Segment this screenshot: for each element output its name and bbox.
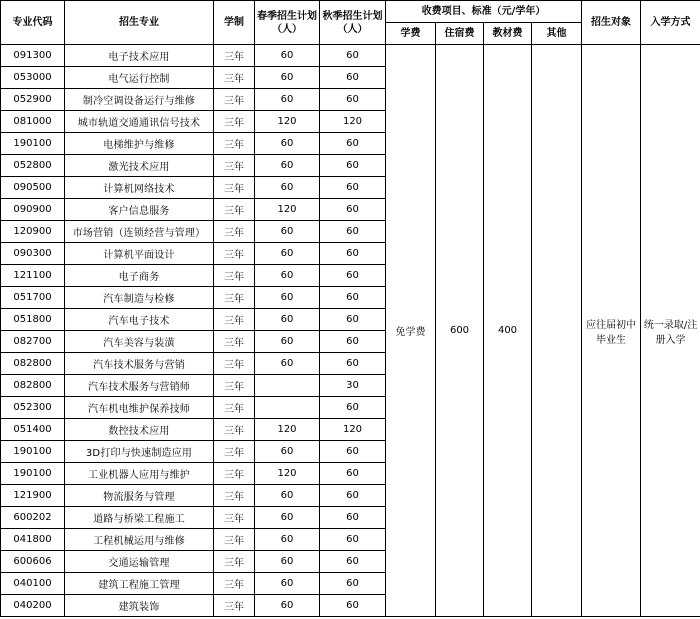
cell-major: 激光技术应用 [65, 155, 214, 177]
cell-autumn: 60 [320, 155, 386, 177]
cell-code: 051400 [1, 419, 65, 441]
cell-major: 城市轨道交通通讯信号技术 [65, 111, 214, 133]
cell-code: 052300 [1, 397, 65, 419]
cell-years: 三年 [214, 111, 255, 133]
cell-code: 041800 [1, 529, 65, 551]
cell-code: 040100 [1, 573, 65, 595]
cell-code: 091300 [1, 45, 65, 67]
cell-years: 三年 [214, 199, 255, 221]
header-lodging: 住宿费 [436, 23, 484, 45]
cell-years: 三年 [214, 287, 255, 309]
cell-major: 计算机平面设计 [65, 243, 214, 265]
cell-code: 040200 [1, 595, 65, 617]
cell-autumn: 60 [320, 309, 386, 331]
cell-major: 市场营销（连锁经营与管理） [65, 221, 214, 243]
cell-autumn: 60 [320, 221, 386, 243]
cell-spring: 60 [255, 507, 320, 529]
cell-spring: 60 [255, 353, 320, 375]
cell-autumn: 60 [320, 595, 386, 617]
cell-admission: 统一录取/注册入学 [641, 45, 700, 617]
cell-major: 交通运输管理 [65, 551, 214, 573]
cell-spring: 60 [255, 573, 320, 595]
cell-books: 400 [484, 45, 532, 617]
cell-years: 三年 [214, 177, 255, 199]
cell-major: 汽车机电维护保养技师 [65, 397, 214, 419]
cell-autumn: 60 [320, 67, 386, 89]
cell-autumn: 60 [320, 89, 386, 111]
cell-autumn: 60 [320, 551, 386, 573]
cell-autumn: 60 [320, 331, 386, 353]
cell-years: 三年 [214, 155, 255, 177]
cell-major: 工业机器人应用与维护 [65, 463, 214, 485]
cell-years: 三年 [214, 529, 255, 551]
cell-autumn: 120 [320, 419, 386, 441]
cell-autumn: 60 [320, 243, 386, 265]
cell-years: 三年 [214, 67, 255, 89]
cell-spring: 60 [255, 485, 320, 507]
header-fees-group: 收费项目、标准（元/学年） [386, 1, 582, 23]
cell-years: 三年 [214, 507, 255, 529]
cell-autumn: 60 [320, 199, 386, 221]
cell-autumn: 60 [320, 485, 386, 507]
cell-code: 082800 [1, 353, 65, 375]
cell-spring: 60 [255, 221, 320, 243]
cell-lodging: 600 [436, 45, 484, 617]
cell-code: 600606 [1, 551, 65, 573]
cell-autumn: 60 [320, 397, 386, 419]
cell-spring: 120 [255, 463, 320, 485]
cell-code: 082800 [1, 375, 65, 397]
cell-code: 190100 [1, 133, 65, 155]
header-target: 招生对象 [582, 1, 641, 45]
cell-spring: 60 [255, 551, 320, 573]
cell-major: 汽车美容与装潢 [65, 331, 214, 353]
cell-years: 三年 [214, 485, 255, 507]
cell-spring: 120 [255, 199, 320, 221]
cell-major: 汽车技术服务与营销 [65, 353, 214, 375]
header-code: 专业代码 [1, 1, 65, 45]
cell-code: 121100 [1, 265, 65, 287]
cell-major: 电子技术应用 [65, 45, 214, 67]
header-major: 招生专业 [65, 1, 214, 45]
cell-spring: 120 [255, 419, 320, 441]
cell-spring: 60 [255, 67, 320, 89]
cell-major: 汽车电子技术 [65, 309, 214, 331]
cell-spring: 60 [255, 265, 320, 287]
cell-spring: 60 [255, 309, 320, 331]
cell-code: 190100 [1, 441, 65, 463]
cell-spring: 60 [255, 529, 320, 551]
header-autumn-plan: 秋季招生计划（人） [320, 1, 386, 45]
cell-years: 三年 [214, 463, 255, 485]
cell-major: 制冷空调设备运行与维修 [65, 89, 214, 111]
cell-years: 三年 [214, 89, 255, 111]
header-tuition: 学费 [386, 23, 436, 45]
cell-major: 工程机械运用与维修 [65, 529, 214, 551]
cell-years: 三年 [214, 331, 255, 353]
cell-spring: 60 [255, 595, 320, 617]
cell-major: 计算机网络技术 [65, 177, 214, 199]
cell-autumn: 30 [320, 375, 386, 397]
cell-code: 052900 [1, 89, 65, 111]
cell-tuition: 免学费 [386, 45, 436, 617]
cell-major: 建筑装饰 [65, 595, 214, 617]
cell-autumn: 60 [320, 353, 386, 375]
cell-spring [255, 375, 320, 397]
cell-spring [255, 397, 320, 419]
cell-code: 090500 [1, 177, 65, 199]
cell-major: 汽车技术服务与营销师 [65, 375, 214, 397]
cell-years: 三年 [214, 353, 255, 375]
cell-major: 物流服务与管理 [65, 485, 214, 507]
cell-major: 3D打印与快速制造应用 [65, 441, 214, 463]
cell-major: 客户信息服务 [65, 199, 214, 221]
cell-major: 电气运行控制 [65, 67, 214, 89]
cell-code: 121900 [1, 485, 65, 507]
cell-autumn: 120 [320, 111, 386, 133]
cell-major: 建筑工程施工管理 [65, 573, 214, 595]
cell-autumn: 60 [320, 573, 386, 595]
cell-code: 190100 [1, 463, 65, 485]
cell-major: 数控技术应用 [65, 419, 214, 441]
cell-code: 052800 [1, 155, 65, 177]
cell-years: 三年 [214, 243, 255, 265]
cell-years: 三年 [214, 573, 255, 595]
header-admission: 入学方式 [641, 1, 700, 45]
cell-years: 三年 [214, 551, 255, 573]
cell-autumn: 60 [320, 529, 386, 551]
cell-spring: 60 [255, 89, 320, 111]
cell-autumn: 60 [320, 265, 386, 287]
cell-code: 600202 [1, 507, 65, 529]
cell-code: 090900 [1, 199, 65, 221]
table-body [1, 45, 700, 617]
cell-code: 081000 [1, 111, 65, 133]
cell-spring: 60 [255, 331, 320, 353]
cell-code: 090300 [1, 243, 65, 265]
cell-spring: 60 [255, 45, 320, 67]
cell-spring: 60 [255, 155, 320, 177]
header-books: 教材费 [484, 23, 532, 45]
cell-code: 082700 [1, 331, 65, 353]
header-spring-plan: 春季招生计划（人） [255, 1, 320, 45]
cell-autumn: 60 [320, 441, 386, 463]
cell-code: 120900 [1, 221, 65, 243]
cell-major: 汽车制造与检修 [65, 287, 214, 309]
cell-other [532, 45, 582, 617]
cell-years: 三年 [214, 397, 255, 419]
cell-years: 三年 [214, 595, 255, 617]
table-row [1, 45, 700, 67]
cell-target: 应往届初中毕业生 [582, 45, 641, 617]
cell-autumn: 60 [320, 287, 386, 309]
cell-spring: 60 [255, 243, 320, 265]
header-other: 其他 [532, 23, 582, 45]
cell-code: 053000 [1, 67, 65, 89]
cell-years: 三年 [214, 441, 255, 463]
cell-years: 三年 [214, 419, 255, 441]
cell-years: 三年 [214, 375, 255, 397]
cell-major: 电梯维护与维修 [65, 133, 214, 155]
cell-code: 051700 [1, 287, 65, 309]
cell-years: 三年 [214, 221, 255, 243]
cell-years: 三年 [214, 265, 255, 287]
cell-spring: 60 [255, 287, 320, 309]
cell-autumn: 60 [320, 133, 386, 155]
cell-major: 电子商务 [65, 265, 214, 287]
cell-autumn: 60 [320, 463, 386, 485]
cell-autumn: 60 [320, 45, 386, 67]
cell-spring: 120 [255, 111, 320, 133]
cell-spring: 60 [255, 133, 320, 155]
cell-years: 三年 [214, 309, 255, 331]
cell-years: 三年 [214, 45, 255, 67]
cell-spring: 60 [255, 441, 320, 463]
header-years: 学制 [214, 1, 255, 45]
cell-years: 三年 [214, 133, 255, 155]
cell-autumn: 60 [320, 507, 386, 529]
cell-code: 051800 [1, 309, 65, 331]
cell-major: 道路与桥梁工程施工 [65, 507, 214, 529]
cell-spring: 60 [255, 177, 320, 199]
cell-autumn: 60 [320, 177, 386, 199]
